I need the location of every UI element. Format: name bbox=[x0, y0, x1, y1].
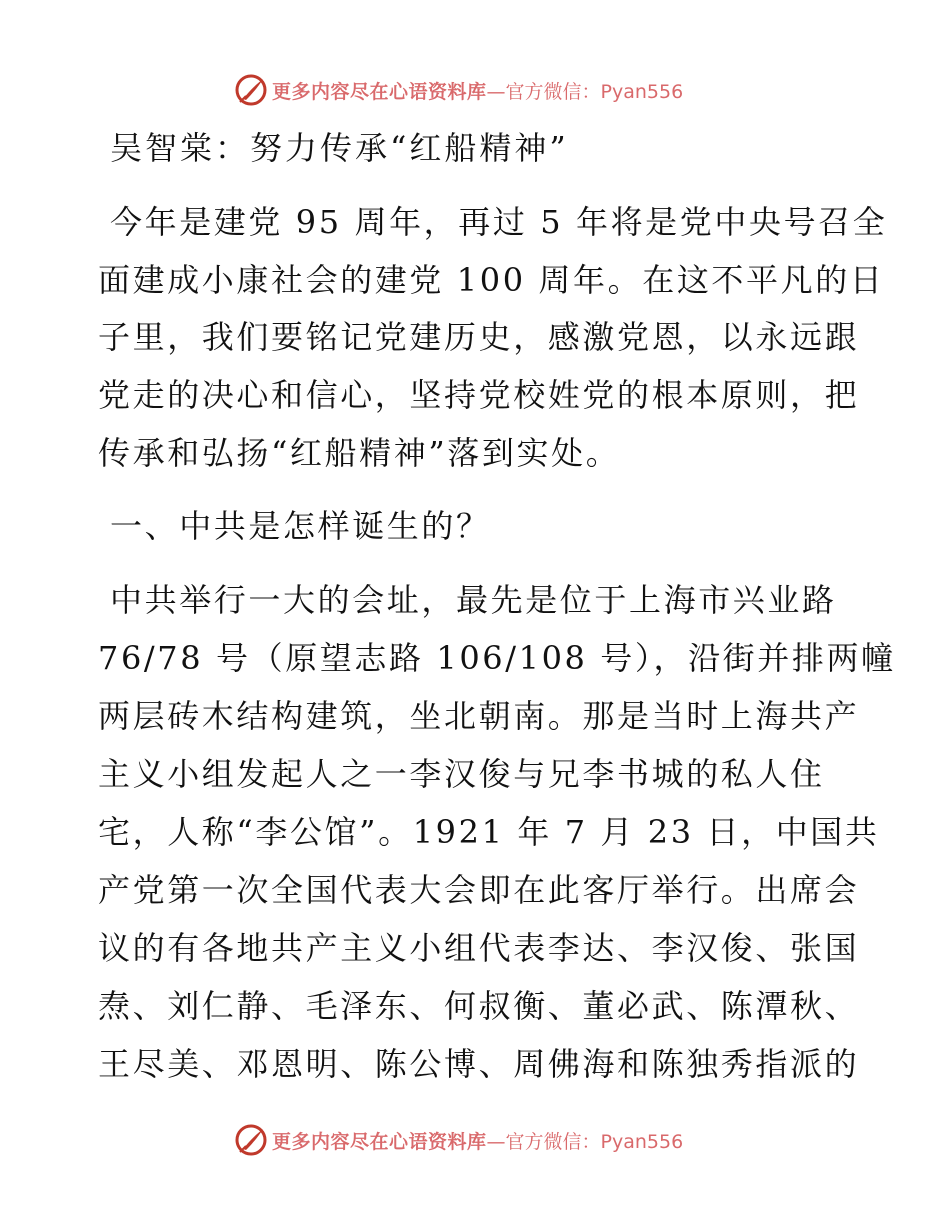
paragraph-line: 面建成小康社会的建党 100 周年。在这不平凡的日 bbox=[98, 261, 885, 299]
paragraph-line: 76/78 号（原望志路 106/108 号），沿街并排两幢 bbox=[98, 639, 896, 677]
paragraph-line: 今年是建党 95 周年，再过 5 年将是党中央号召全 bbox=[110, 203, 888, 241]
banner-wechat-text: —官方微信：Pyan556 bbox=[486, 1130, 684, 1153]
paragraph-line: 子里，我们要铭记党建历史，感激党恩，以永远跟 bbox=[98, 318, 860, 356]
banner-main-text: 更多内容尽在心语资料库 bbox=[272, 1130, 487, 1153]
paragraph-line: 产党第一次全国代表大会即在此客厅举行。出席会 bbox=[98, 871, 860, 909]
paragraph-line: 两层砖木结构建筑，坐北朝南。那是当时上海共产 bbox=[98, 697, 860, 735]
paragraph-line: 宅，人称“李公馆”。1921 年 7 月 23 日，中国共 bbox=[98, 813, 880, 851]
paragraph-line: 焘、刘仁静、毛泽东、何叔衡、董必武、陈潭秋、 bbox=[98, 987, 860, 1025]
quill-logo-icon bbox=[234, 73, 268, 107]
quill-logo-icon bbox=[234, 1123, 268, 1157]
article-title: 吴智棠：努力传承“红船精神” bbox=[110, 129, 569, 167]
paragraph-line: 主义小组发起人之一李汉俊与兄李书城的私人住 bbox=[98, 755, 825, 793]
banner-main-text: 更多内容尽在心语资料库 bbox=[272, 80, 487, 103]
paragraph-line: 议的有各地共产主义小组代表李达、李汉俊、张国 bbox=[98, 929, 860, 967]
paragraph-line: 王尽美、邓恩明、陈公博、周佛海和陈独秀指派的 bbox=[98, 1045, 860, 1083]
header-watermark-banner bbox=[234, 72, 683, 108]
banner-wechat-text: —官方微信：Pyan556 bbox=[486, 80, 684, 103]
section-heading: 一、中共是怎样诞生的？ bbox=[110, 507, 491, 545]
paragraph-line: 传承和弘扬“红船精神”落到实处。 bbox=[98, 434, 621, 472]
paragraph-line: 党走的决心和信心，坚持党校姓党的根本原则，把 bbox=[98, 376, 860, 414]
footer-watermark-banner bbox=[234, 1122, 683, 1158]
paragraph-line: 中共举行一大的会址，最先是位于上海市兴业路 bbox=[110, 581, 837, 619]
